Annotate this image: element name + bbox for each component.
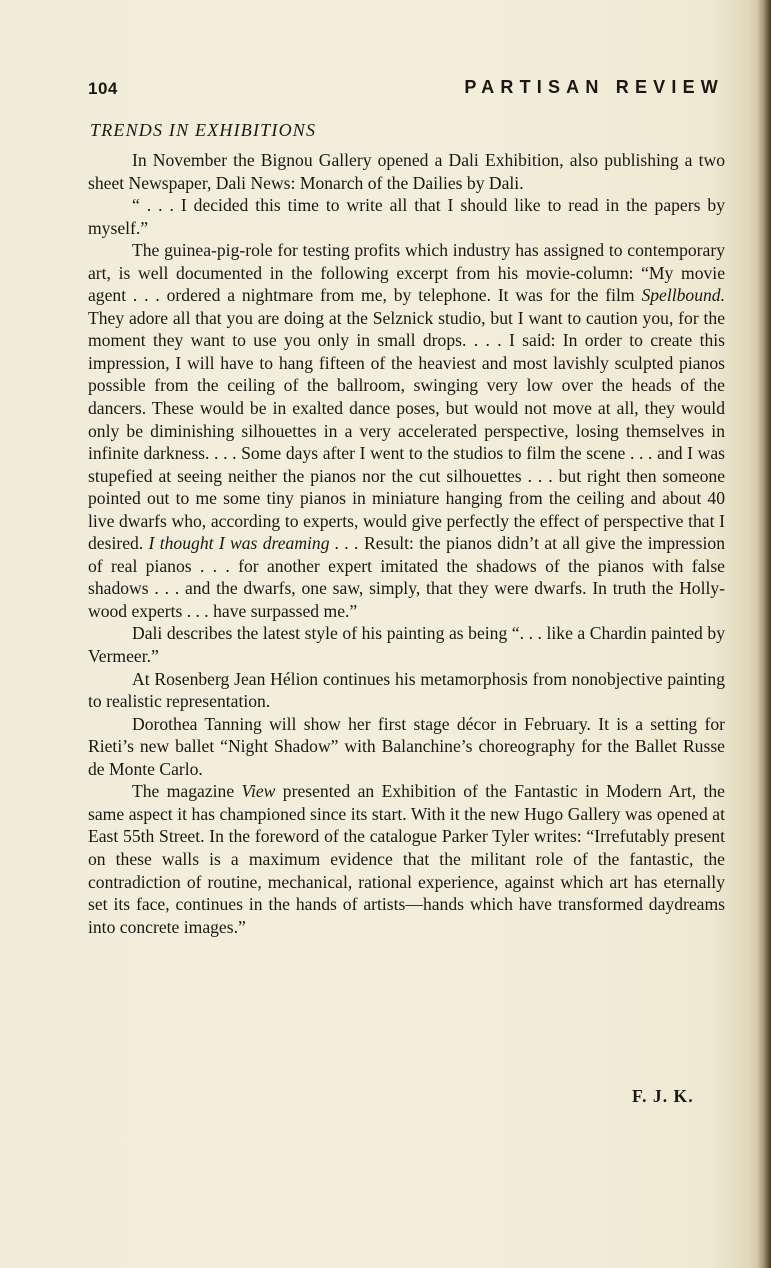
paragraph: Dorothea Tanning will show her first stage décor in February. It is a setting for Rieti’s new ballet “Night Shadow” with Balanchine’s choreography for the Ballet Russe de Monte Carlo. <box>88 713 725 779</box>
paragraph-text: The magazine <box>132 781 242 802</box>
paragraph <box>88 239 725 622</box>
page-edge-shadow <box>757 0 771 1268</box>
article-body <box>88 149 725 938</box>
paragraph-text: presented an Exhibition of the Fantastic in Modern Art, the same aspect it has championed since its start. With it the new Hugo Gallery was opened at East 55th Street. In the foreword of the catalogue Parker Tyler writes: “Irrefutably present on these walls is a maximum evidence that the militant role of the fantastic, the contradiction of routine, mechanical, rational experience, against which art has eternally set its face, continues in the hands of artists—hands which have transformed daydreams into concrete images.” <box>88 781 725 937</box>
author-initials: F. J. K. <box>632 1086 694 1106</box>
paragraph: Dali describes the latest style of his painting as being “. . . like a Chardin painted by Vermeer.” <box>88 623 725 667</box>
film-title: Spellbound. <box>641 285 725 306</box>
paragraph: At Rosenberg Jean Hélion continues his metamorphosis from nonobjective painting to realistic representation. <box>88 668 725 712</box>
section-title: TRENDS IN EXHIBITIONS <box>90 120 317 140</box>
paragraph-text: The guinea-pig-role for testing profits which industry has assigned to contemporary art, is well documented in the following excerpt from his movie-column: “My movie agent . . . ordered a nightmare from me, by telephone. It was for the film <box>88 240 725 306</box>
paragraph-text: Result: the pianos didn’t at all give the impression of real pianos . . . for another expert imitated the shadows of the pianos with false shadows . . . and the dwarfs, one saw, simply, that they were dwarfs. In truth the Hollywood experts . . . have surpassed me.” <box>88 533 725 621</box>
page-number: 104 <box>88 79 118 98</box>
paragraph: “ . . . I decided this time to write all that I should like to read in the papers by myself.” <box>88 195 725 238</box>
journal-title: PARTISAN REVIEW <box>464 77 724 97</box>
paragraph: In November the Bignou Gallery opened a Dali Exhibition, also publishing a two sheet Newspaper, Dali News: Monarch of the Dailies by Dali. <box>88 150 725 193</box>
magazine-title: View <box>241 781 276 802</box>
paragraph-text: They adore all that you are doing at the Selznick studio, but I want to caution you, for the moment they want to use you only in small drops. . . . I said: In order to create this impression, I will have to hang fifteen of the heaviest and most lavishly sculpted pianos possible from the ceiling of the ballroom, swinging very low over the heads of the dancers. These would be in exalted dance poses, but would not move at all, they would only be diminishing silhouettes in a very accelerated perspective, losing themselves in infinite darkness. . . . Some days after I went to the studios to film the scene . . . and I was stupefied at seeing neither the pianos nor the cut silhouettes . . . but right then someone pointed out to me some tiny pianos in miniature hanging from the ceiling and about 40 live dwarfs who, according to experts, would give perfectly the effect of perspective that I desired. <box>88 307 725 554</box>
paragraph <box>88 780 725 938</box>
italic-quote: I thought I was dreaming . . . <box>148 533 359 554</box>
running-head <box>88 77 724 99</box>
